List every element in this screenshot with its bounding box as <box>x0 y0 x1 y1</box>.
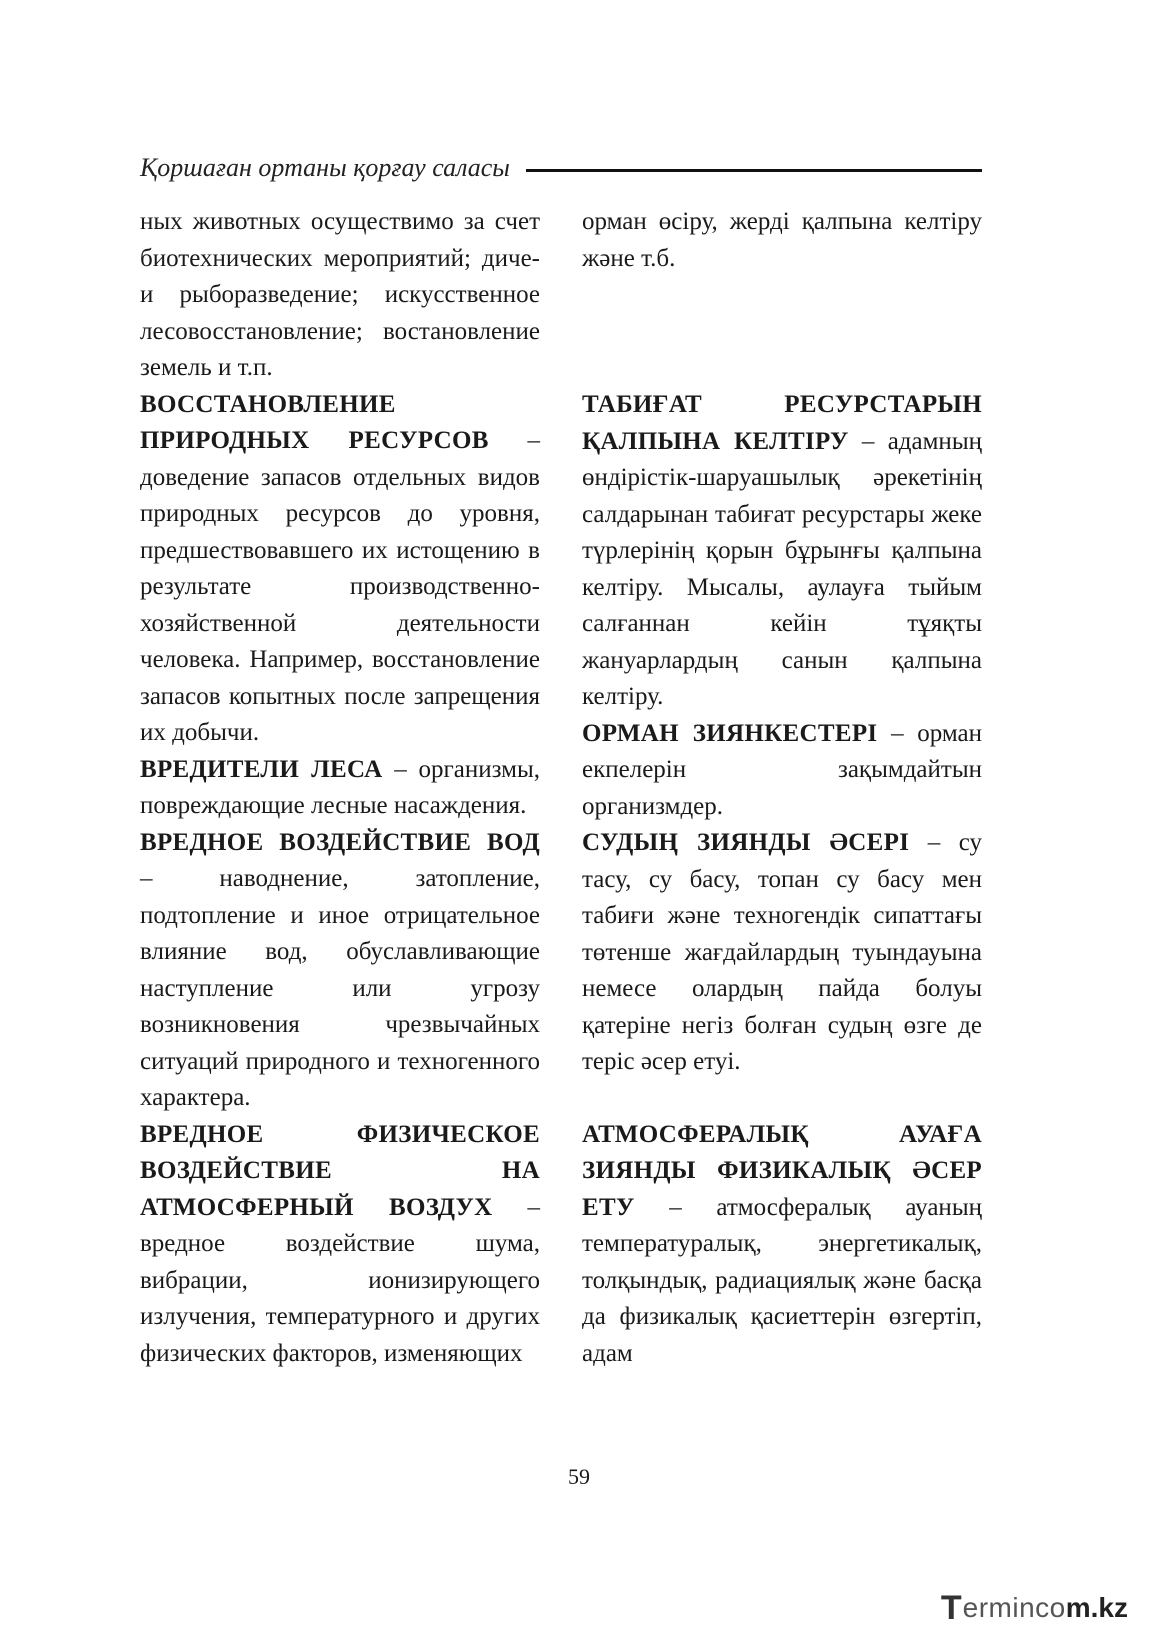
entry-term: ВРЕДИТЕЛИ ЛЕСА <box>140 755 383 783</box>
left-column <box>140 204 540 1372</box>
entry-term: ТАБИҒАТ РЕСУРСТАРЫН ҚАЛПЫНА КЕЛТІРУ <box>582 391 982 455</box>
entry-text: – адамның өндірістік-шаруашылық әрекетінің салдарынан табиғат ресурстары жеке түрлерінің қорын бұрынғы қалпына келтіру. Мысалы, аулауға тыйым салғаннан кейін тұяқты жануарлардың санын қалпына келтіру. <box>582 427 982 710</box>
left-entry-vosstanovlenie <box>140 387 540 752</box>
watermark-end: m.kz <box>1065 1592 1128 1623</box>
left-entry-vrednoe-fizicheskoe <box>140 1117 540 1373</box>
right-entry-atmosferalyk <box>582 1117 982 1373</box>
header-title: Қоршаған ортаны қорғау саласы <box>140 153 510 182</box>
entry-text: – су тасу, су басу, топан су басу мен табиғи және техногендік сипаттағы төтенше жағдайлардың туындауына немесе олардың пайда болуы қатеріне негіз болған судың өзге де теріс әсер етуі. <box>582 829 982 1075</box>
entry-text: ных животных осуществимо за счет биотехнических мероприятий; диче- и рыборазведение; искусственное лесовосстановление; востановление земель и т.п. <box>140 208 540 381</box>
entry-text: – атмосфералық ауаның температуралық, энергетикалық, толқындық, радиациялық және басқа да физикалық қасиеттерін өзгертіп, адам <box>582 1193 982 1367</box>
watermark-middle: erminc <box>962 1592 1050 1623</box>
right-column <box>582 204 982 1372</box>
page-number: 59 <box>568 1464 590 1489</box>
entry-text: орман өсіру, жерді қалпына келтіру және т.б. <box>582 208 982 272</box>
watermark-t: T <box>940 1588 962 1627</box>
left-entry-continuation <box>140 204 540 387</box>
entry-term: СУДЫҢ ЗИЯНДЫ ӘСЕРІ <box>582 829 910 856</box>
entry-term: ВОССТАНОВЛЕНИЕ ПРИРОДНЫХ РЕСУРСОВ <box>140 390 489 454</box>
entry-term: ВРЕДНОЕ ФИЗИЧЕСКОЕ ВОЗДЕЙСТВИЕ НА АТМОСФЕРНЫЙ ВОЗДУХ <box>140 1120 540 1221</box>
entry-text: – вредное воздействие шума, вибрации, ионизирующего излучения, температурного и других физических факторов, изменяющих <box>140 1193 540 1367</box>
running-header <box>140 148 982 188</box>
entry-term: ВРЕДНОЕ ВОЗДЕЙСТВИЕ ВОД <box>140 828 540 856</box>
entry-text: – орман екпелерін зақымдайтын организмдер. <box>582 719 982 820</box>
left-entry-vrednoe-vozdeystvie-vod <box>140 825 540 1117</box>
right-entry-orman-ziyankesteri <box>582 716 982 826</box>
entry-text: – наводнение, затопление, подтопление и иное отрицательное влияние вод, обуславливающие наступление или угрозу возникновения чрезвычайных ситуаций природного и техногенного характера. <box>140 865 540 1111</box>
left-entry-vrediteli-lesa <box>140 752 540 825</box>
right-entry-continuation <box>582 204 982 277</box>
right-entry-sudyn-ziyandy <box>582 825 982 1081</box>
header-rule <box>526 169 982 172</box>
right-entry-tabigat-resurstaryn <box>582 387 982 716</box>
entry-text: – доведение запасов отдельных видов природных ресурсов до уровня, предшествовавшего их истощению в результате производственно-хозяйственной деятельности человека. Например, восстановление запасов копытных после запрещения их добычи. <box>140 427 540 746</box>
watermark-o: o <box>1049 1592 1066 1623</box>
entry-text: – организмы, повреждающие лесные насаждения. <box>140 755 540 819</box>
termincom-watermark <box>941 1588 1128 1628</box>
entry-term: АТМОСФЕРАЛЫҚ АУАҒА ЗИЯНДЫ ФИЗИКАЛЫҚ ӘСЕР ЕТУ <box>582 1120 982 1221</box>
entry-term: ОРМАН ЗИЯНКЕСТЕРІ <box>582 719 878 747</box>
